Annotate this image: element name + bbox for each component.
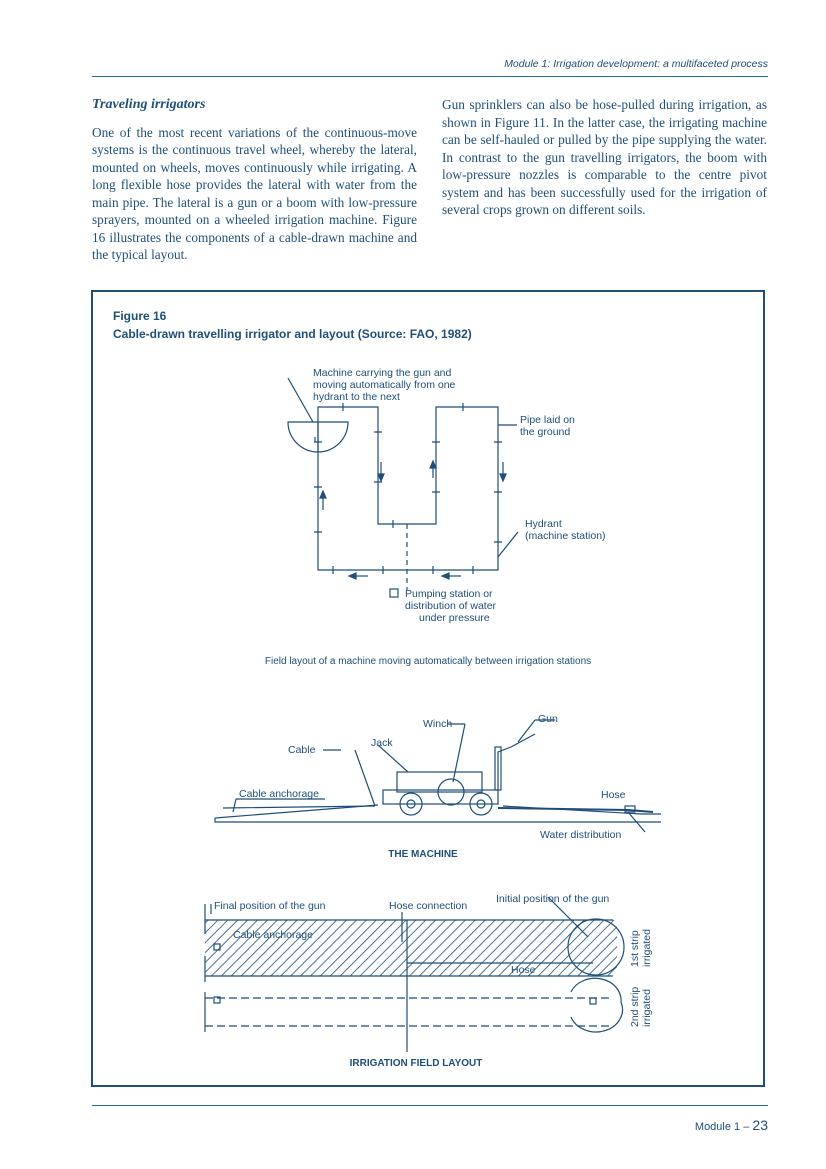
right-column (442, 96, 767, 219)
final-position-label: Final position of the gun (214, 900, 326, 912)
field-layout-diagram (288, 378, 518, 597)
machine-label-2: moving automatically from one (313, 379, 456, 391)
pump-label-3: under pressure (419, 612, 490, 624)
strip-2-label-b: irrigated (641, 989, 653, 1027)
machine-label-1: Machine carrying the gun and (313, 367, 452, 379)
strip-1-label-a: 1st strip (629, 930, 641, 967)
pipe-path (318, 407, 498, 570)
strip-1-label-b: irrigated (641, 929, 653, 967)
right-paragraph: Gun sprinklers can also be hose-pulled during irrigation, as shown in Figure 11. In the latter case, the irrigating machine can be self-hauled or pulled by the pipe supplying the water. In contrast to the gun travelling irrigators, the boom with low-pressure nozzles is comparable to the centre pivot system and has been successfully used for the irrigation of several crops grown on different soils. (442, 97, 767, 217)
machine-caption: THE MACHINE (388, 849, 458, 860)
figure-caption: Cable-drawn travelling irrigator and layout (Source: FAO, 1982) (113, 327, 472, 341)
pump-label-1: Pumping station or (405, 588, 493, 600)
section-heading: Traveling irrigators (92, 97, 206, 112)
footer-rule (92, 1105, 768, 1106)
winch-label: Winch (423, 718, 453, 730)
hydrant-label-1: Hydrant (525, 518, 562, 530)
strip-2-label-a: 2nd strip (629, 986, 641, 1027)
pump-label-2: distribution of water (405, 600, 497, 612)
figure-box (91, 290, 765, 1087)
gun-mast (498, 734, 535, 790)
jack-label: Jack (371, 737, 393, 749)
page-footer (695, 1117, 768, 1133)
flow-arrows (320, 461, 506, 579)
machine-label-3: hydrant to the next (313, 391, 400, 403)
left-column (92, 96, 417, 264)
pipe-label-1: Pipe laid on (520, 414, 575, 426)
hydrant-label-2: (machine station) (525, 530, 606, 542)
pump-station-box (390, 589, 398, 597)
field-diagram (205, 897, 624, 1052)
winch-housing (397, 772, 482, 792)
cable-anchorage-label: Cable anchorage (239, 788, 319, 800)
hose-connection-label: Hose connection (389, 900, 468, 912)
field-cable-anchorage-label: Cable anchorage (233, 929, 313, 941)
footer-dash: – (743, 1121, 750, 1133)
cable-label: Cable (288, 744, 316, 756)
gun-label: Gun (538, 713, 558, 725)
water-distribution-label: Water distribution (540, 829, 622, 841)
machine-diagram (215, 720, 661, 832)
running-header: Module 1: Irrigation development: a multifaceted process (504, 58, 768, 70)
field-hose-label: Hose (511, 964, 536, 976)
field-caption: IRRIGATION FIELD LAYOUT (349, 1058, 483, 1069)
layout-caption: Field layout of a machine moving automatically between irrigation stations (264, 656, 592, 667)
initial-position-label: Initial position of the gun (496, 893, 610, 905)
header-rule (92, 76, 768, 77)
hose-label: Hose (601, 789, 626, 801)
page-number: 23 (752, 1117, 768, 1133)
left-paragraph: One of the most recent variations of the continuous-move systems is the continuous travel wheel, whereby the lateral, mounted on wheels, moves continuously while irrigating. A long flexible hose provides the lateral with water from the main pipe. The lateral is a gun or a boom with low-pressure sprayers, mounted on a wheeled irrigation machine. Figure 16 illustrates the components of a cable-drawn machine and the typical layout. (92, 124, 417, 262)
figure-drawing (93, 292, 763, 1085)
pipe-label-2: the ground (520, 426, 571, 438)
footer-module: Module 1 (694, 1121, 741, 1133)
figure-number: Figure 16 (113, 309, 167, 323)
